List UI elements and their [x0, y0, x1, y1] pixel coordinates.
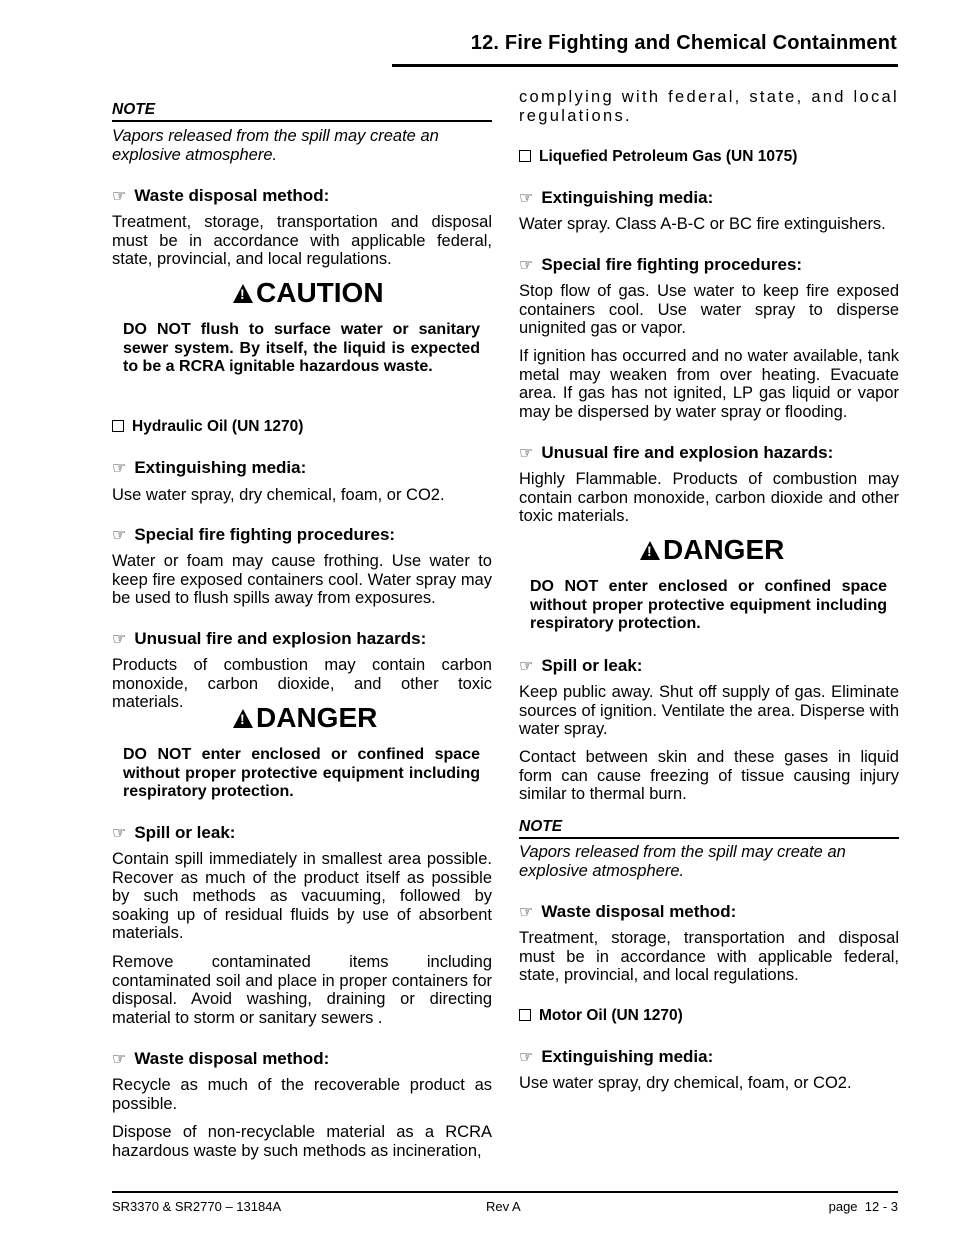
pointing-hand-icon: ☞ [112, 825, 127, 842]
paragraph: Use water spray, dry chemical, foam, or CO2. [519, 1074, 852, 1092]
paragraph: Remove contaminated items including contaminated soil and place in proper containers for disposal. Avoid washing, draining or directing material to storm or sanitary sewers . [112, 953, 492, 1027]
pointing-hand-icon: ☞ [519, 190, 534, 207]
subsection-text: Hydraulic Oil (UN 1270) [132, 418, 304, 435]
section-heading [112, 629, 426, 649]
section-heading [519, 255, 802, 275]
section-heading [519, 188, 713, 208]
footer-page-number: page 12 - 3 [828, 1199, 898, 1214]
subsection-text: Liquefied Petroleum Gas (UN 1075) [539, 148, 798, 165]
heading-text: Spill or leak: [134, 823, 236, 842]
subsection-text: Motor Oil (UN 1270) [539, 1007, 683, 1024]
pointing-hand-icon: ☞ [519, 658, 534, 675]
checkbox-icon [519, 1009, 531, 1021]
warning-triangle-icon [233, 284, 253, 303]
checkbox-icon [112, 420, 124, 432]
pointing-hand-icon: ☞ [112, 527, 127, 544]
paragraph: Highly Flammable. Products of combustion may contain carbon monoxide, carbon dioxide and other toxic materials. [519, 470, 899, 526]
note-text: Vapors released from the spill may create an explosive atmosphere. [112, 127, 439, 164]
paragraph: Stop flow of gas. Use water to keep fire exposed containers cool. Use water spray to disperse unignited gas or vapor. [519, 282, 899, 338]
pointing-hand-icon: ☞ [112, 631, 127, 648]
heading-text: Special fire fighting procedures: [541, 255, 803, 274]
footer-revision: Rev A [486, 1199, 521, 1214]
section-heading [112, 525, 395, 545]
page-title: 12. Fire Fighting and Chemical Containment [470, 32, 897, 54]
section-heading [112, 823, 235, 843]
footer-rule [112, 1191, 898, 1193]
subsection-title [112, 418, 303, 436]
section-heading [519, 1047, 713, 1067]
heading-text: Waste disposal method: [134, 186, 330, 205]
section-heading [519, 902, 736, 922]
section-heading [112, 458, 306, 478]
section-heading [112, 1049, 329, 1069]
danger-text: DO NOT enter enclosed or confined space without proper protective equipment including respiratory protection. [530, 578, 887, 633]
note-text: Vapors released from the spill may create an explosive atmosphere. [519, 843, 846, 880]
note-label: NOTE [519, 818, 563, 835]
footer-doc-id: SR3370 & SR2770 – 13184A [112, 1199, 282, 1214]
heading-text: Unusual fire and explosion hazards: [134, 629, 427, 648]
pointing-hand-icon: ☞ [519, 257, 534, 274]
signal-word: DANGER [663, 534, 785, 565]
heading-text: Extinguishing media: [541, 188, 714, 207]
paragraph: Recycle as much of the recoverable product as possible. [112, 1076, 492, 1113]
caution-signal [233, 277, 384, 309]
pointing-hand-icon: ☞ [112, 188, 127, 205]
paragraph: Treatment, storage, transportation and disposal must be in accordance with applicable federal, state, provincial, and local regulations. [519, 929, 899, 985]
signal-word: DANGER [256, 702, 378, 733]
paragraph: Use water spray, dry chemical, foam, or CO2. [112, 486, 445, 504]
signal-word: CAUTION [256, 277, 384, 308]
danger-signal [640, 534, 784, 566]
heading-text: Waste disposal method: [541, 902, 737, 921]
heading-text: Extinguishing media: [134, 458, 307, 477]
checkbox-icon [519, 150, 531, 162]
pointing-hand-icon: ☞ [519, 445, 534, 462]
subsection-title [519, 148, 797, 166]
paragraph: Contain spill immediately in smallest area possible. Recover as much of the product itself as possible by such methods as vacuuming, followed by soaking up of residual fluids by use of absorbent materials. [112, 850, 492, 943]
paragraph: Water or foam may cause frothing. Use water to keep fire exposed containers cool. Water spray may be used to flush spills away from exposures. [112, 552, 492, 608]
heading-text: Extinguishing media: [541, 1047, 714, 1066]
paragraph: Keep public away. Shut off supply of gas. Eliminate sources of ignition. Ventilate the area. Disperse with water spray. [519, 683, 899, 739]
paragraph: complying with federal, state, and local regulations. [519, 88, 899, 125]
paragraph: Dispose of non-recyclable material as a RCRA hazardous waste by such methods as incineration, [112, 1123, 492, 1160]
heading-text: Unusual fire and explosion hazards: [541, 443, 834, 462]
paragraph: Treatment, storage, transportation and disposal must be in accordance with applicable federal, state, provincial, and local regulations. [112, 213, 492, 269]
paragraph: If ignition has occurred and no water available, tank metal may weaken from over heating. Evacuate area. If gas has not ignited, LP gas liquid or vapor may be dispersed by water spray or flooding. [519, 347, 899, 421]
paragraph: Products of combustion may contain carbon monoxide, carbon dioxide, and other toxic materials. [112, 656, 492, 712]
note-rule [112, 120, 492, 122]
danger-signal [233, 702, 377, 734]
pointing-hand-icon: ☞ [112, 1051, 127, 1068]
paragraph: Contact between skin and these gases in liquid form can cause freezing of tissue causing injury similar to thermal burn. [519, 748, 899, 804]
note-rule [519, 837, 899, 839]
warning-triangle-icon [640, 541, 660, 560]
pointing-hand-icon: ☞ [519, 904, 534, 921]
heading-text: Waste disposal method: [134, 1049, 330, 1068]
danger-text: DO NOT enter enclosed or confined space without proper protective equipment including respiratory protection. [123, 746, 480, 801]
paragraph: Water spray. Class A-B-C or BC fire extinguishers. [519, 215, 886, 233]
section-heading [519, 656, 642, 676]
subsection-title [519, 1007, 683, 1025]
heading-text: Special fire fighting procedures: [134, 525, 396, 544]
section-heading [112, 186, 329, 206]
caution-text: DO NOT flush to surface water or sanitary sewer system. By itself, the liquid is expected to be a RCRA ignitable hazardous waste. [123, 321, 480, 376]
warning-triangle-icon [233, 709, 253, 728]
section-heading [519, 443, 833, 463]
pointing-hand-icon: ☞ [112, 460, 127, 477]
header-rule [392, 64, 898, 67]
note-label: NOTE [112, 101, 156, 118]
pointing-hand-icon: ☞ [519, 1049, 534, 1066]
heading-text: Spill or leak: [541, 656, 643, 675]
